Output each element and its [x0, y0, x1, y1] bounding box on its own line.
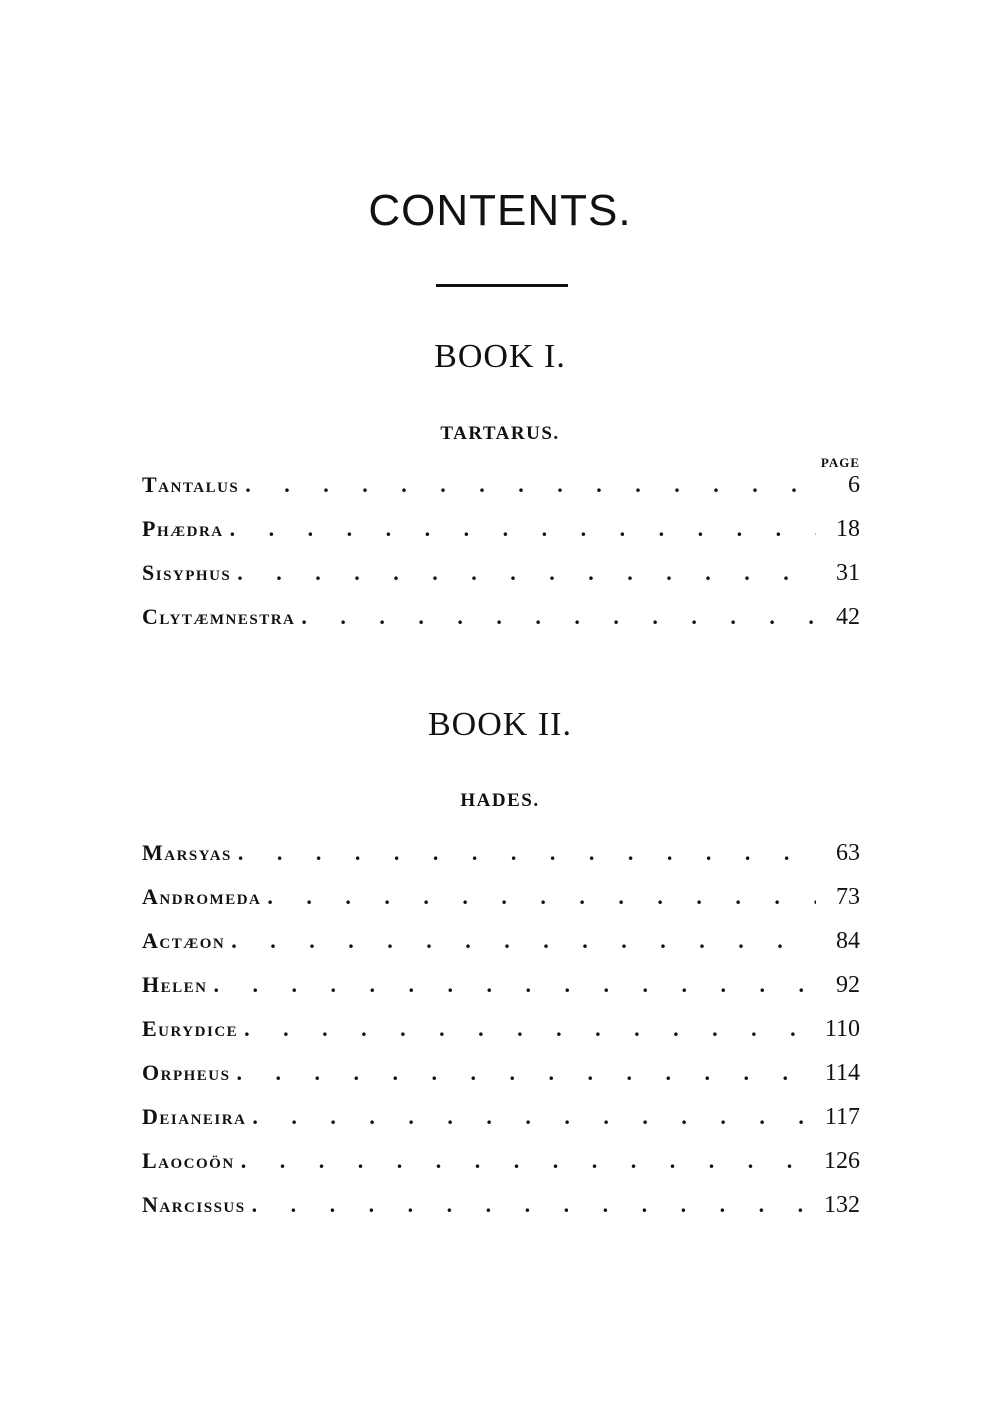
entry-title: Narcissus [142, 1192, 246, 1217]
entry-page: 117 [824, 1104, 860, 1130]
toc-entry[interactable] [142, 1104, 860, 1148]
dot-leader [252, 1192, 814, 1218]
entry-page: 42 [836, 604, 860, 630]
toc-entry[interactable] [142, 972, 860, 1016]
title-rule [436, 284, 568, 287]
book-1-entries [142, 472, 860, 648]
dot-leader [230, 516, 816, 542]
entry-title: Deianeira [142, 1104, 247, 1129]
toc-entry[interactable] [142, 1016, 860, 1060]
entry-title: Tantalus [142, 472, 240, 497]
entry-page: 63 [836, 840, 860, 866]
book-2-entries [142, 840, 860, 1236]
dot-leader [267, 884, 816, 910]
toc-entry[interactable] [142, 560, 860, 604]
book-2-title: BOOK II. [428, 706, 572, 743]
toc-entry[interactable] [142, 1148, 860, 1192]
page-column-label: PAGE [820, 455, 860, 470]
dot-leader [241, 1148, 814, 1174]
entry-page: 6 [848, 472, 860, 498]
dot-leader [252, 1104, 814, 1130]
book-1-title: BOOK I. [434, 338, 566, 375]
dot-leader [231, 928, 816, 954]
dot-leader [301, 604, 816, 630]
entry-title: Eurydice [142, 1016, 239, 1041]
book-2-subtitle: HADES. [460, 790, 540, 811]
entry-title: Actæon [142, 928, 226, 953]
dot-leader [213, 972, 816, 998]
toc-entry[interactable] [142, 884, 860, 928]
entry-page: 132 [824, 1192, 860, 1218]
toc-entry[interactable] [142, 1060, 860, 1104]
entry-page: 126 [824, 1148, 860, 1174]
toc-entry[interactable] [142, 472, 860, 516]
book-1-subtitle: TARTARUS. [440, 423, 560, 444]
dot-leader [244, 1016, 815, 1042]
page-title: CONTENTS. [368, 186, 632, 235]
dot-leader [238, 840, 816, 866]
dot-leader [237, 560, 816, 586]
entry-page: 110 [824, 1016, 860, 1042]
toc-entry[interactable] [142, 1192, 860, 1236]
dot-leader [245, 472, 816, 498]
entry-title: Sisyphus [142, 560, 232, 585]
entry-title: Orpheus [142, 1060, 231, 1085]
toc-entry[interactable] [142, 516, 860, 560]
entry-title: Marsyas [142, 840, 232, 865]
entry-page: 18 [836, 516, 860, 542]
entry-page: 73 [836, 884, 860, 910]
toc-entry[interactable] [142, 604, 860, 648]
toc-entry[interactable] [142, 840, 860, 884]
entry-title: Andromeda [142, 884, 262, 909]
entry-title: Laocoön [142, 1148, 235, 1173]
entry-title: Helen [142, 972, 208, 997]
entry-title: Clytæmnestra [142, 604, 296, 629]
entry-page: 84 [836, 928, 860, 954]
dot-leader [236, 1060, 814, 1086]
entry-title: Phædra [142, 516, 224, 541]
entry-page: 92 [836, 972, 860, 998]
entry-page: 114 [824, 1060, 860, 1086]
toc-entry[interactable] [142, 928, 860, 972]
entry-page: 31 [836, 560, 860, 586]
